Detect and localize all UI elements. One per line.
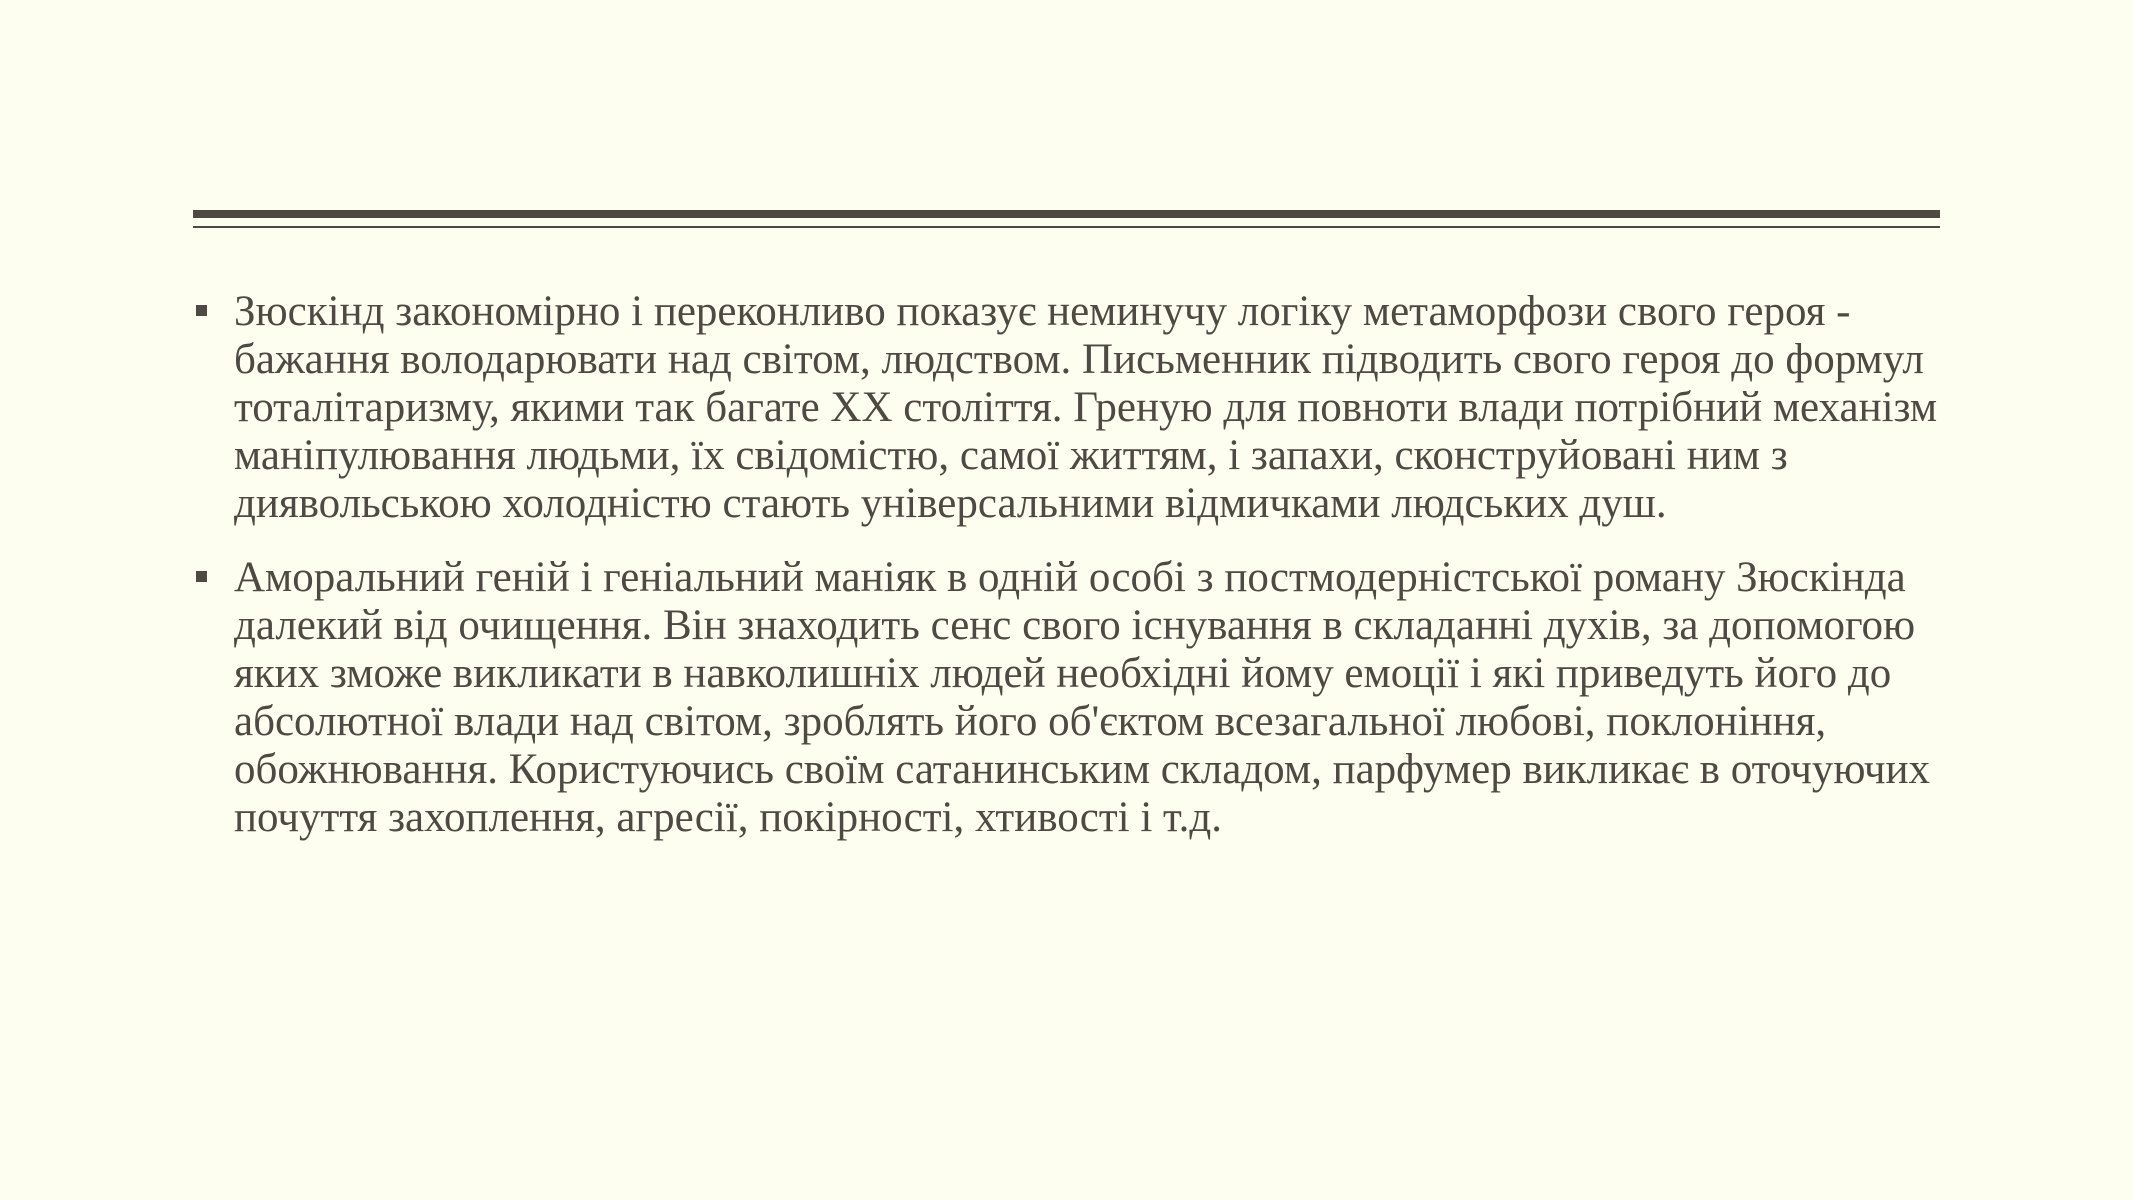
bullet-text: Зюскінд закономірно і переконливо показує неминучу логіку метаморфози свого героя - бажання володарювати над світом, людством. Письменник підводить свого героя до формул тоталітаризму, якими так багате XX століття. Греную для повноти влади потрібний механізм маніпулювання людьми, їх свідомістю, самої життям, і запахи, сконструйовані ним з диявольською холодністю стають універсальними відмичками людських душ.: [234, 288, 1938, 527]
slide-body: [193, 288, 1948, 868]
bullet-item: [193, 288, 1948, 528]
title-divider-thin: [193, 226, 1940, 228]
square-bullet-icon: [196, 305, 207, 316]
title-divider-thick: [193, 210, 1940, 218]
square-bullet-icon: [196, 571, 207, 582]
bullet-list: [193, 288, 1948, 842]
bullet-item: [193, 554, 1948, 842]
bullet-text: Аморальний геній і геніальний маніяк в одній особі з постмодерністської роману Зюскінда далекий від очищення. Він знаходить сенс свого існування в складанні духів, за допомогою яких зможе викликати в навколишніх людей необхідні йому емоції і які приведуть його до абсолютної влади над світом, зроблять його об'єктом всезагальної любові, поклоніння, обожнювання. Користуючись своїм сатанинським складом, парфумер викликає в оточуючих почуття захоплення, агресії, покірності, хтивості і т.д.: [234, 554, 1931, 841]
